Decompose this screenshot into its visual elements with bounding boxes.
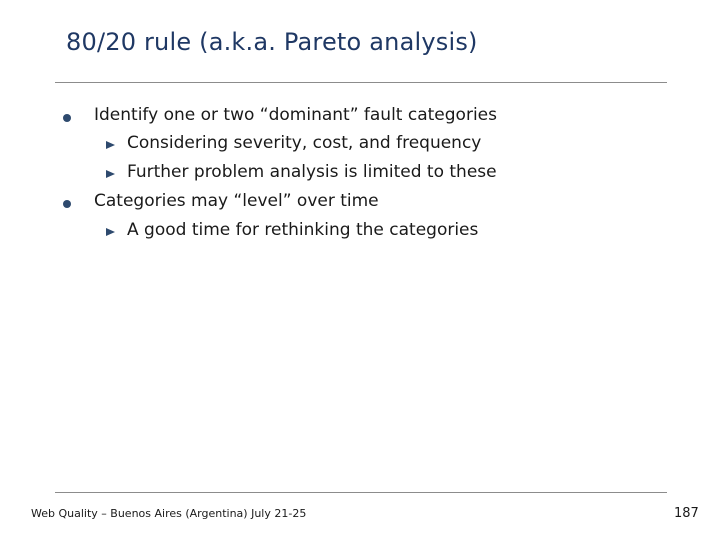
footer-text: Web Quality – Buenos Aires (Argentina) July 21-25	[31, 507, 307, 520]
sub-bullet-triangle-icon	[106, 141, 115, 149]
slide-title: 80/20 rule (a.k.a. Pareto analysis)	[66, 28, 478, 56]
bullet-item: Identify one or two “dominant” fault categories	[94, 105, 497, 125]
sub-bullet-item: Considering severity, cost, and frequency	[127, 133, 482, 153]
sub-bullet-item: A good time for rethinking the categories	[127, 220, 479, 240]
sub-bullet-triangle-icon	[106, 170, 115, 178]
page-number: 187	[674, 506, 699, 521]
footer-divider	[55, 492, 667, 493]
sub-bullet-item: Further problem analysis is limited to these	[127, 162, 497, 182]
bullet-item: Categories may “level” over time	[94, 191, 379, 211]
bullet-dot-icon	[63, 114, 71, 122]
title-divider	[55, 82, 667, 83]
sub-bullet-triangle-icon	[106, 228, 115, 236]
bullet-dot-icon	[63, 200, 71, 208]
